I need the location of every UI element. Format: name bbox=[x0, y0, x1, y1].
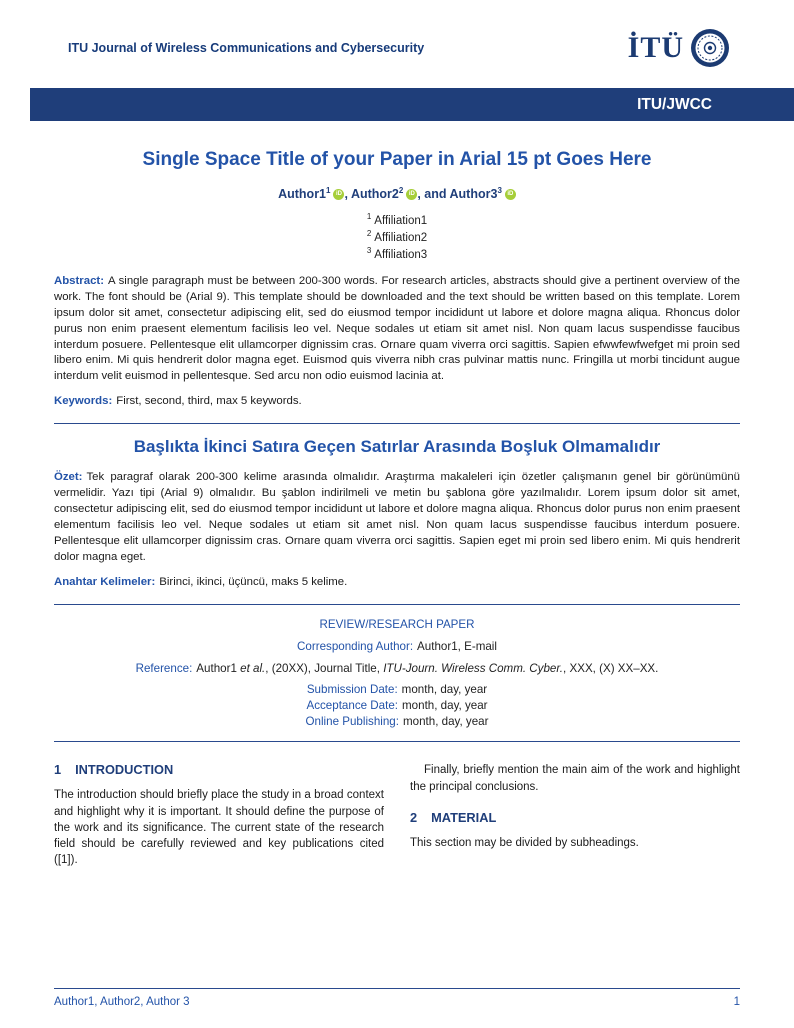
keywords-label: Keywords: bbox=[54, 395, 113, 408]
affiliations bbox=[54, 212, 740, 260]
affiliation-superscript: 3 bbox=[366, 245, 372, 255]
reference-etal: et al. bbox=[240, 662, 266, 676]
reference-line bbox=[54, 662, 740, 675]
itu-logo-text: İTÜ bbox=[627, 31, 684, 64]
section-heading-material bbox=[410, 810, 740, 825]
turkish-keywords-text: Birinci, ikinci, üçüncü, maks 5 kelime. bbox=[159, 576, 348, 589]
material-text: This section may be divided by subheadings. bbox=[410, 836, 639, 849]
section-title: INTRODUCTION bbox=[75, 762, 174, 778]
footer-authors: Author1, Author2, Author 3 bbox=[54, 996, 190, 1008]
keywords bbox=[54, 394, 740, 410]
author-group bbox=[278, 187, 344, 201]
turkish-keywords-label: Anahtar Kelimeler: bbox=[54, 576, 156, 589]
affiliation-superscript: 2 bbox=[366, 228, 372, 238]
reference-authors: Author1 bbox=[196, 662, 241, 676]
online-publishing-value: month, day, year bbox=[402, 715, 489, 729]
section-number: 2 bbox=[410, 809, 418, 825]
acceptance-date-label: Acceptance Date: bbox=[306, 699, 399, 713]
author-name: Author2 bbox=[350, 187, 399, 202]
abstract bbox=[54, 274, 740, 386]
banner-label: ITU/JWCC bbox=[637, 95, 712, 113]
header bbox=[0, 0, 794, 68]
corresponding-author-line bbox=[54, 640, 740, 653]
corresponding-author-value: Author1, E-mail bbox=[417, 640, 497, 654]
corresponding-author-label: Corresponding Author: bbox=[297, 640, 414, 654]
affiliation-name: Affiliation1 bbox=[374, 214, 428, 227]
reference-value bbox=[196, 662, 658, 675]
reference-pages: , XXX, (X) XX–XX. bbox=[563, 662, 659, 676]
date-line bbox=[54, 683, 740, 696]
orcid-icon[interactable]: iD bbox=[505, 189, 516, 200]
author-separator: , bbox=[344, 187, 351, 202]
affiliation-name: Affiliation2 bbox=[374, 231, 428, 244]
conclusion-note: Finally, briefly mention the main aim of the work and highlight the principal conclusions. bbox=[410, 764, 740, 793]
acceptance-date-value: month, day, year bbox=[402, 699, 488, 713]
author-name: Author1 bbox=[278, 187, 327, 202]
submission-date-label: Submission Date: bbox=[306, 683, 398, 697]
author-group bbox=[344, 187, 417, 201]
author-group bbox=[417, 187, 516, 201]
affiliation-superscript: 1 bbox=[366, 212, 372, 222]
submission-date-value: month, day, year bbox=[401, 683, 488, 697]
reference-middle: , (20XX), Journal Title, bbox=[265, 662, 384, 676]
column-left bbox=[54, 762, 384, 879]
body-columns bbox=[54, 762, 740, 879]
orcid-icon[interactable]: iD bbox=[333, 189, 344, 200]
dates-block bbox=[54, 683, 740, 728]
keywords-text: First, second, third, max 5 keywords. bbox=[116, 395, 302, 408]
paper-content bbox=[54, 149, 740, 879]
authors-line bbox=[54, 186, 740, 201]
abstract-text: A single paragraph must be between 200-300 words. For research articles, abstracts should give a pertinent overview of the work. The font should be (Arial 9). This template should be downloaded and the text should be written based on this template. Lorem ipsum dolor sit amet, consectetur adipiscing elit, sed do eiusmod tempor incididunt ut labore et dolore magna aliqua. Rhoncus dolor purus non enim praesent elementum facilisis leo vel. Neque sodales ut etiam sit amet nisl. Non quam lacus suspendisse faucibus interdum posuere. Pellentesque elit ullamcorper dignissim cras. Ornare quam viverra orci sagittis. Sapien efwwfewfwefget mi proin sed libero enim. Mi quis hendrerit dolor magna eget. Euismod quis viverra nibh cras pulvinar mattis nunc. Fringilla ut morbi tincidunt augue interdum velit euismod in pellentesque. Sed arcu non odio euismod lacinia at. bbox=[54, 274, 740, 383]
affiliation-line bbox=[54, 229, 740, 244]
itu-logo bbox=[628, 28, 730, 68]
journal-name: ITU Journal of Wireless Communications and Cybersecurity bbox=[68, 41, 425, 55]
author-name: Author3 bbox=[449, 187, 498, 202]
author-separator: , and bbox=[417, 187, 450, 202]
date-line bbox=[54, 715, 740, 728]
affiliation-line bbox=[54, 246, 740, 261]
affiliation-name: Affiliation3 bbox=[374, 248, 428, 261]
section-number: 1 bbox=[54, 762, 62, 778]
banner bbox=[30, 88, 794, 121]
date-line bbox=[54, 699, 740, 712]
online-publishing-label: Online Publishing: bbox=[305, 715, 399, 729]
introduction-text: The introduction should briefly place the study in a broad context and highlight why it is important. It should define the purpose of the work and its significance. The current state of the research field should be carefully reviewed and key publications cited ([1]). bbox=[54, 789, 384, 867]
paper-type: REVIEW/RESEARCH PAPER bbox=[319, 618, 475, 632]
turkish-keywords bbox=[54, 575, 740, 591]
author-superscript: 3 bbox=[497, 186, 502, 195]
section-title: MATERIAL bbox=[431, 809, 497, 825]
column-right bbox=[410, 762, 740, 861]
author-superscript: 1 bbox=[326, 186, 331, 195]
page-number: 1 bbox=[733, 996, 740, 1008]
abstract-label: Abstract: bbox=[54, 274, 105, 287]
divider bbox=[54, 741, 740, 742]
itu-seal-icon bbox=[690, 28, 730, 68]
author-superscript: 2 bbox=[398, 186, 404, 195]
turkish-abstract-text: Tek paragraf olarak 200-300 kelime arasında olmalıdır. Araştırma makaleleri için özetler çalışmanın genel bir görünümünü vermelidir. Yazı tipi (Arial 9) olmalıdır. Bu şablon indirilmeli ve metin bu şablona göre yazılmalıdır. Lorem ipsum dolor sit amet, consectetur adipiscing elit, sed do eiusmod tempor incididunt ut labore et dolore magna aliqua. Rhoncus dolor purus non enim praesent elementum facilisis leo vel. Neque sodales ut etiam sit amet nisl. Non quam lacus suspendisse faucibus interdum posuere. Pellentesque elit ullamcorper dignissim cras. Ornare quam viverra orci sagittis. Sapien eget mi proin sed libero enim. Mi quis hendrerit dolor magna eget. bbox=[54, 471, 740, 564]
turkish-title: Başlıkta İkinci Satıra Geçen Satırlar Arasında Boşluk Olmamalıdır bbox=[133, 437, 661, 457]
turkish-abstract bbox=[54, 470, 740, 566]
reference-journal-abbrev: ITU-Journ. Wireless Comm. Cyber. bbox=[383, 662, 564, 676]
reference-label: Reference: bbox=[135, 662, 193, 676]
affiliation-line bbox=[54, 212, 740, 227]
orcid-icon[interactable]: iD bbox=[406, 189, 417, 200]
divider bbox=[54, 604, 740, 605]
section-heading-introduction bbox=[54, 762, 384, 777]
footer bbox=[54, 988, 740, 1008]
divider bbox=[54, 423, 740, 424]
turkish-abstract-label: Özet: bbox=[54, 471, 83, 484]
paper-title: Single Space Title of your Paper in Arial 15 pt Goes Here bbox=[142, 149, 652, 170]
